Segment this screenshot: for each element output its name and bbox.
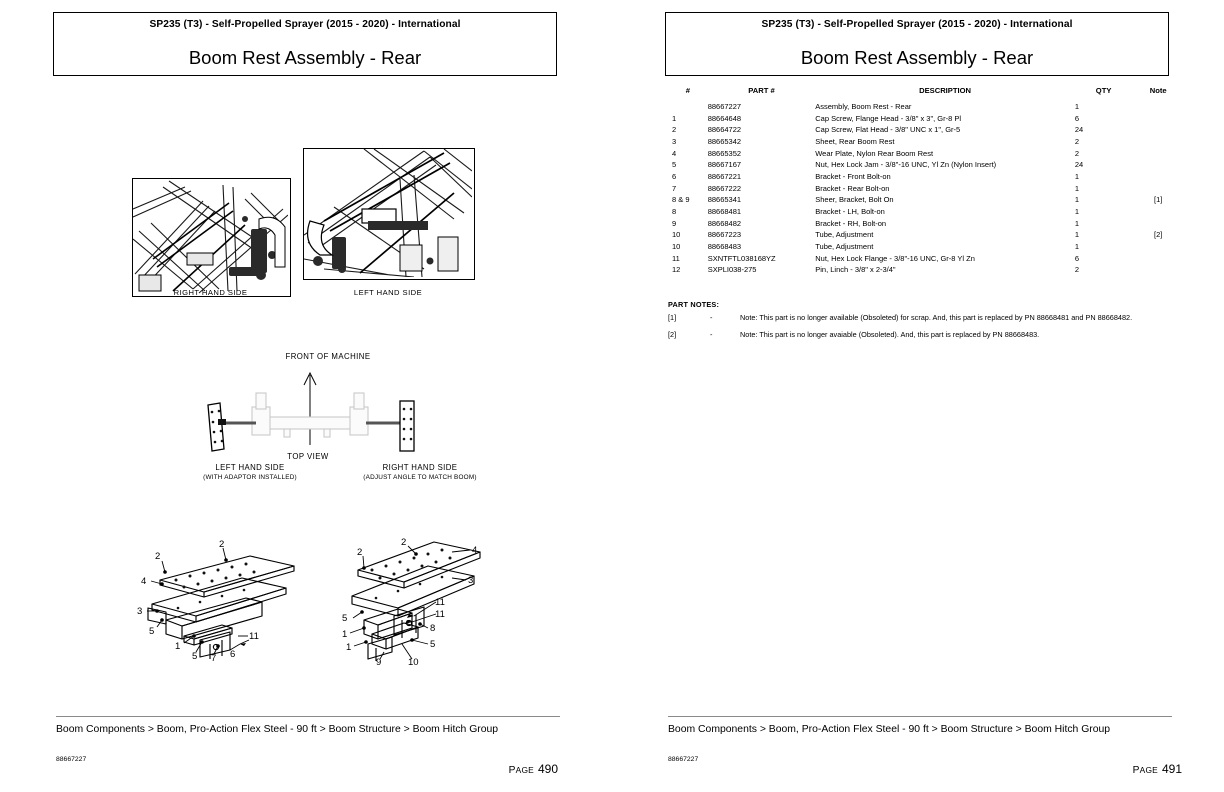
- table-row[interactable]: [668, 124, 1184, 136]
- column-header-index: #: [685, 86, 690, 95]
- cell-description: Assembly, Boom Rest - Rear: [815, 101, 912, 111]
- cell-part-number: 88667227: [707, 101, 742, 111]
- cell-qty: 6: [1074, 113, 1080, 123]
- cell-note: [1132, 159, 1184, 171]
- callout-5a: 5: [149, 626, 155, 637]
- cell-description: Sheer, Bracket, Bolt On: [815, 195, 894, 205]
- left-hand-side-text: LEFT HAND SIDE: [215, 463, 285, 472]
- cell-description: Bracket - RH, Bolt-on: [815, 218, 887, 228]
- cell-index: 10: [672, 230, 681, 240]
- exploded-view-right: [328, 528, 518, 673]
- page-number-value-left: 490: [537, 762, 558, 776]
- callout-6: 6: [230, 649, 236, 660]
- cell-index: [668, 101, 708, 113]
- cell-description: Sheet, Rear Boom Rest: [815, 136, 895, 146]
- table-row[interactable]: [668, 171, 1184, 183]
- callout-5b: 5: [192, 651, 198, 662]
- callout-r-10: 10: [408, 657, 419, 668]
- breadcrumb-right[interactable]: Boom Components > Boom, Pro-Action Flex Steel - 90 ft > Boom Structure > Boom Hitch Group: [668, 724, 1111, 735]
- cell-note: [2]: [1154, 230, 1163, 240]
- cell-index: 9: [672, 218, 677, 228]
- cell-description: Wear Plate, Nylon Rear Boom Rest: [815, 148, 934, 158]
- cell-note: [1132, 253, 1184, 265]
- cell-index: 10: [672, 241, 681, 251]
- callout-r-2a: 2: [401, 537, 407, 548]
- cell-description: Cap Screw, Flat Head - 3/8" UNC x 1", Gr-5: [815, 125, 961, 135]
- assembly-title: Boom Rest Assembly - Rear: [188, 47, 422, 68]
- cell-part-number: 88664722: [707, 125, 742, 135]
- cell-qty: 1: [1074, 101, 1080, 111]
- cell-note: [1]: [1154, 195, 1163, 205]
- cell-qty: 1: [1074, 195, 1080, 205]
- callout-r-1b: 1: [346, 642, 352, 653]
- column-header-part-number: PART #: [748, 86, 775, 95]
- cell-note: [1132, 113, 1184, 125]
- cell-index: 4: [672, 148, 677, 158]
- cell-description: Nut, Hex Lock Jam - 3/8"-16 UNC, Yl Zn (Nylon Insert): [815, 160, 997, 170]
- part-note-row: [668, 330, 1178, 340]
- right-hand-side-subtext: (ADJUST ANGLE TO MATCH BOOM): [363, 474, 477, 481]
- cell-description: Cap Screw, Flange Head - 3/8" x 3", Gr-8 Pl: [815, 113, 962, 123]
- callout-r-5b: 5: [430, 639, 436, 650]
- cell-part-number: SXPLI038-275: [707, 265, 757, 275]
- cell-index: 8: [672, 206, 677, 216]
- top-view-diagram: [190, 365, 430, 460]
- photo-right-hand-side: [132, 178, 291, 297]
- cell-part-number: 88664648: [707, 113, 742, 123]
- cell-index: 8 & 9: [672, 195, 690, 205]
- callout-r-2b: 2: [357, 547, 363, 558]
- callout-r-11b: 11: [435, 609, 445, 620]
- callout-11: 11: [249, 631, 259, 642]
- cell-description: Bracket - Rear Bolt-on: [815, 183, 890, 193]
- cell-index: 1: [672, 113, 677, 123]
- photo-caption-right: RIGHT HAND SIDE: [173, 288, 248, 297]
- page-word-left: PAGE: [508, 765, 534, 776]
- parts-table-header-row: [668, 86, 1184, 101]
- callout-3: 3: [137, 606, 143, 617]
- top-view-label: TOP VIEW: [287, 452, 329, 461]
- footer-part-number-right: 88667227: [668, 756, 699, 763]
- cell-description: Pin, Linch - 3/8" x 2-3/4": [815, 265, 896, 275]
- callout-r-1a: 1: [342, 629, 348, 640]
- cell-note: [1132, 264, 1184, 276]
- breadcrumb-left[interactable]: Boom Components > Boom, Pro-Action Flex Steel - 90 ft > Boom Structure > Boom Hitch Group: [56, 724, 499, 735]
- part-note-tag: [1]: [668, 313, 677, 322]
- cell-part-number: 88665341: [707, 195, 742, 205]
- cell-note: [1132, 241, 1184, 253]
- photo-left-hand-side: [303, 148, 475, 280]
- cell-part-number: 88665352: [707, 148, 742, 158]
- parts-table-head: [668, 86, 1184, 101]
- cell-qty: 2: [1074, 148, 1080, 158]
- callout-r-3: 3: [468, 575, 474, 586]
- right-hand-side-label: [330, 463, 510, 481]
- callout-7: 7: [211, 653, 217, 664]
- machine-title: SP235 (T3) - Self-Propelled Sprayer (2015 - 2020) - International: [149, 19, 461, 30]
- cell-qty: 1: [1074, 241, 1080, 251]
- cell-description: Tube, Adjustment: [815, 230, 874, 240]
- cell-part-number: 88667221: [707, 171, 742, 181]
- parts-table: [668, 86, 1184, 276]
- cell-description: Nut, Hex Lock Flange - 3/8"-16 UNC, Gr-8 Yl Zn: [815, 253, 975, 263]
- front-of-machine-label: FRONT OF MACHINE: [285, 352, 371, 361]
- page-number-value-right: 491: [1161, 762, 1182, 776]
- part-note-text: Note: This part is no longer available (Obsoleted) for scrap. And, this part is replaced by PN 88668481 and PN 88668482.: [740, 313, 1133, 322]
- callout-r-5a: 5: [342, 613, 348, 624]
- cell-qty: 1: [1074, 230, 1080, 240]
- cell-qty: 2: [1074, 265, 1080, 275]
- part-note-text: Note: This part is no longer avaiable (Obsoleted). And, this part is replaced by PN 88668483.: [740, 329, 1040, 339]
- table-row[interactable]: [668, 218, 1184, 230]
- cell-description: Tube, Adjustment: [815, 241, 874, 251]
- parts-table-body: [668, 101, 1184, 276]
- table-row[interactable]: [668, 183, 1184, 195]
- callout-r-11a: 11: [435, 597, 445, 608]
- table-row[interactable]: [668, 136, 1184, 148]
- table-row[interactable]: [668, 159, 1184, 171]
- cell-part-number: 88667167: [707, 160, 742, 170]
- cell-qty: 6: [1074, 253, 1080, 263]
- part-note-dash: -: [710, 313, 713, 322]
- table-row[interactable]: [668, 229, 1184, 241]
- left-hand-side-label: [160, 463, 340, 481]
- footer-rule-right: [668, 716, 1172, 717]
- table-row[interactable]: [668, 113, 1184, 125]
- cell-part-number: 88667223: [707, 230, 742, 240]
- cell-description: Bracket - Front Bolt-on: [815, 171, 891, 181]
- column-header-description: DESCRIPTION: [919, 86, 971, 95]
- part-note-tag: [2]: [668, 329, 677, 339]
- cell-qty: 1: [1074, 183, 1080, 193]
- part-notes-list: [668, 313, 1178, 347]
- part-note-row: [668, 313, 1178, 323]
- table-row[interactable]: [668, 264, 1184, 276]
- cell-note: [1132, 206, 1184, 218]
- column-header-qty: QTY: [1095, 86, 1112, 95]
- cell-index: 6: [672, 171, 677, 181]
- cell-index: 12: [672, 265, 681, 275]
- callout-r-8: 8: [430, 623, 436, 634]
- cell-note: [1132, 183, 1184, 195]
- table-row[interactable]: [668, 101, 1184, 113]
- cell-part-number: 88668482: [707, 218, 742, 228]
- page-word-right: PAGE: [1132, 765, 1158, 776]
- cell-qty: 2: [1074, 136, 1080, 146]
- assembly-title-right: Boom Rest Assembly - Rear: [800, 47, 1034, 68]
- cell-part-number: 88667222: [707, 183, 742, 193]
- callout-4: 4: [141, 576, 147, 587]
- cell-qty: 1: [1074, 218, 1080, 228]
- cell-index: 5: [672, 160, 677, 170]
- cell-index: 11: [672, 253, 680, 263]
- column-header-note: Note: [1149, 86, 1167, 95]
- cell-qty: 24: [1074, 160, 1084, 170]
- table-row[interactable]: [668, 194, 1184, 206]
- left-rest-plate: [208, 403, 226, 451]
- footer-part-number-left: 88667227: [56, 756, 87, 763]
- table-row[interactable]: [668, 206, 1184, 218]
- cell-description: Bracket - LH, Bolt-on: [815, 206, 885, 216]
- footer-rule-left: [56, 716, 560, 717]
- cell-note: [1132, 124, 1184, 136]
- cell-qty: 1: [1074, 171, 1080, 181]
- cell-part-number: SXNTFTL038168YZ: [707, 253, 776, 263]
- cell-part-number: 88668483: [707, 241, 742, 251]
- callout-2b: 2: [219, 539, 225, 550]
- part-notes-title: PART NOTES:: [668, 300, 720, 309]
- callout-r-9: 9: [376, 657, 382, 668]
- cell-index: 2: [672, 125, 677, 135]
- exploded-view-left: [118, 528, 308, 673]
- cell-note: [1132, 171, 1184, 183]
- cell-qty: 1: [1074, 206, 1080, 216]
- right-rest-plate: [400, 401, 414, 451]
- photo-rhs-graphic: [133, 179, 288, 294]
- cell-note: [1132, 101, 1184, 113]
- table-row[interactable]: [668, 253, 1184, 265]
- page-number-left: [509, 762, 558, 776]
- right-hand-side-text: RIGHT HAND SIDE: [382, 463, 458, 472]
- callout-1: 1: [175, 641, 181, 652]
- cell-part-number: 88665342: [707, 136, 742, 146]
- cell-note: [1132, 136, 1184, 148]
- cell-note: [1132, 218, 1184, 230]
- table-row[interactable]: [668, 148, 1184, 160]
- callout-r-4: 4: [472, 545, 478, 556]
- part-note-dash: -: [710, 329, 713, 339]
- machine-title-right: SP235 (T3) - Self-Propelled Sprayer (2015 - 2020) - International: [761, 19, 1073, 30]
- callout-2a: 2: [155, 551, 161, 562]
- title-box-right: [665, 12, 1169, 76]
- photo-lhs-graphic: [304, 149, 472, 277]
- table-row[interactable]: [668, 241, 1184, 253]
- cell-part-number: 88668481: [707, 206, 742, 216]
- cell-index: 3: [672, 136, 677, 146]
- left-hand-side-subtext: (WITH ADAPTOR INSTALLED): [203, 474, 297, 481]
- cell-note: [1132, 148, 1184, 160]
- page-number-right: [1133, 762, 1182, 776]
- cell-index: 7: [672, 183, 677, 193]
- photo-caption-left: LEFT HAND SIDE: [353, 288, 423, 297]
- cell-qty: 24: [1074, 125, 1084, 135]
